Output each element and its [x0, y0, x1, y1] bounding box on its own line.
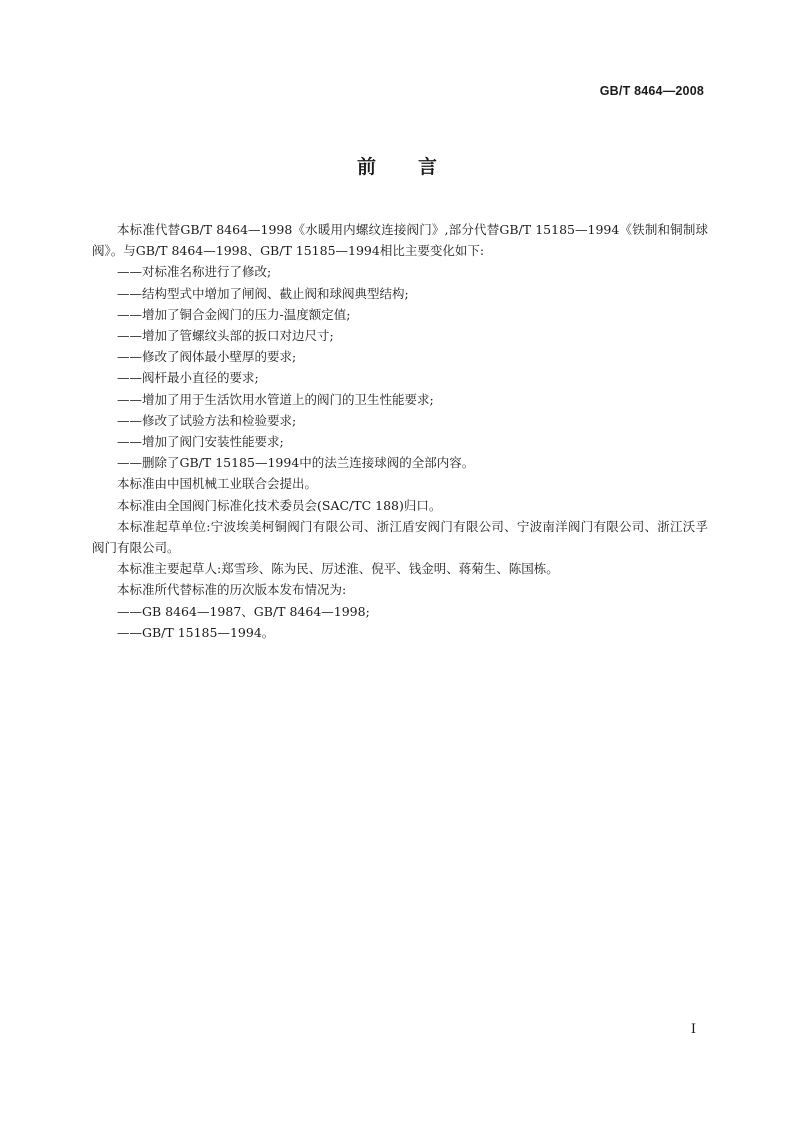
proposed-by-paragraph: 本标准由中国机械工业联合会提出。 — [117, 476, 318, 492]
page-number: I — [690, 1022, 696, 1037]
history-item: ——GB/T 15185—1994。 — [117, 624, 275, 640]
history-intro-paragraph: 本标准所代替标准的历次版本发布情况为: — [117, 582, 347, 598]
centralized-by-paragraph: 本标准由全国阀门标准化技术委员会(SAC/TC 188)归口。 — [117, 497, 442, 513]
change-item: ——增加了铜合金阀门的压力-温度额定值; — [117, 306, 351, 322]
change-item: ——删除了GB/T 15185—1994中的法兰连接球阀的全部内容。 — [117, 455, 475, 471]
foreword-body — [92, 219, 708, 643]
change-item: ——结构型式中增加了闸阀、截止阀和球阀典型结构; — [117, 285, 409, 301]
page-title — [0, 152, 794, 179]
change-item: ——对标准名称进行了修改; — [117, 264, 272, 280]
change-item: ——增加了管螺纹头部的扳口对边尺寸; — [117, 328, 334, 344]
drafting-units-paragraph: 本标准起草单位:宁波埃美柯铜阀门有限公司、浙江盾安阀门有限公司、宁波南洋阀门有限公司、浙江沃孚阀门有限公司。 — [92, 518, 708, 556]
change-item: ——增加了用于生活饮用水管道上的阀门的卫生性能要求; — [117, 391, 434, 407]
change-item: ——增加了阀门安装性能要求; — [117, 434, 284, 450]
history-item: ——GB 8464—1987、GB/T 8464—1998; — [117, 603, 370, 619]
change-item: ——修改了阀体最小壁厚的要求; — [117, 349, 297, 365]
change-item: ——修改了试验方法和检验要求; — [117, 412, 297, 428]
document-code: GB/T 8464—2008 — [599, 84, 704, 98]
drafters-paragraph: 本标准主要起草人:郑雪珍、陈为民、厉述淮、倪平、钱金明、蒋菊生、陈国栋。 — [117, 561, 559, 577]
title-char-1: 前 — [356, 156, 376, 178]
title-char-2: 言 — [418, 156, 438, 178]
change-item: ——阀杆最小直径的要求; — [117, 370, 259, 386]
intro-paragraph: 本标准代替GB/T 8464—1998《水暖用内螺纹连接阀门》,部分代替GB/T 15185—1994《铁制和铜制球阀》。与GB/T 8464—1998、GB/T 15185—1994相比主要变化如下: — [92, 222, 708, 259]
